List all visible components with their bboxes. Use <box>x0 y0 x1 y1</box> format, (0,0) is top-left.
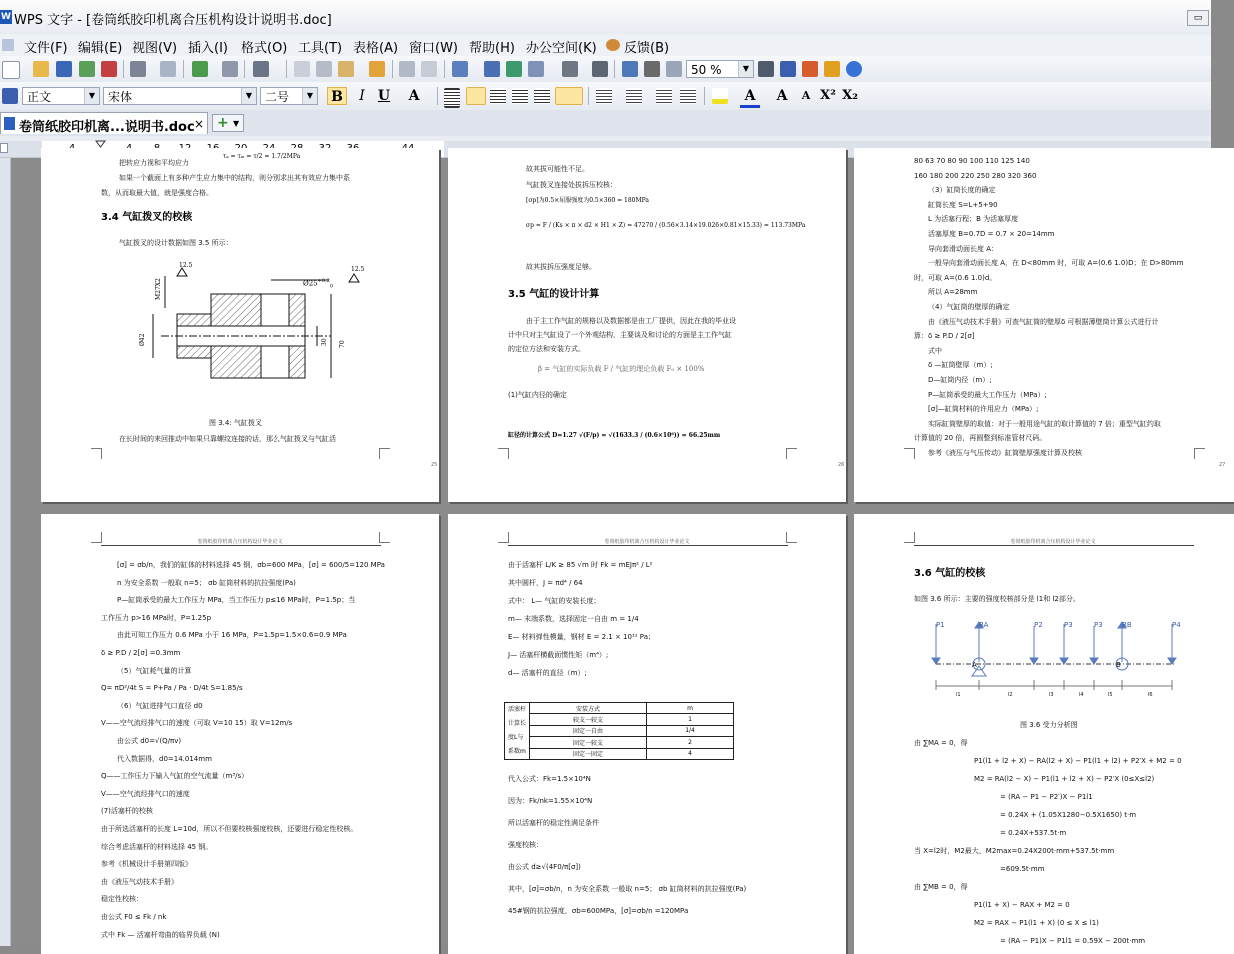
page-text-line: 由公式 F0 ≤ Fk / nk <box>101 913 167 921</box>
crop-mark <box>786 448 797 459</box>
running-header: 卷筒纸胶印机离合压机构设计毕业论文 <box>197 539 283 545</box>
chevron-down-icon: ▼ <box>738 61 753 77</box>
tab-stop-icon[interactable] <box>0 143 8 153</box>
undo-icon[interactable] <box>399 61 415 77</box>
font-size-value: 二号 <box>265 90 290 104</box>
support-node-label: A <box>972 661 977 669</box>
page-break-icon[interactable] <box>222 61 238 77</box>
section-heading: 3.4 气缸拨叉的校核 <box>101 212 193 223</box>
toolbar-separator <box>286 60 287 78</box>
page-text-line: 参考《液压与气压传动》缸筒壁厚强度计算及校核 <box>928 449 1082 457</box>
page-text-line: Q——工作压力下输入气缸的空气流量（m³/s） <box>101 772 249 781</box>
shrink-font-button[interactable]: A <box>801 89 811 102</box>
page-text-line: M2 = RA(l2 − X) − P1(l1 + l2 + X) − P2′X (0≤X≤l2) <box>974 775 1155 783</box>
segment-label: l5 <box>1108 692 1113 698</box>
running-header: 卷筒纸胶印机离合压机构设计毕业论文 <box>604 539 690 545</box>
table-header-cell: m <box>647 703 734 714</box>
chevron-down-icon: ▼ <box>241 88 256 104</box>
document-tab-bar <box>0 110 1211 137</box>
print-icon[interactable] <box>130 61 146 77</box>
document-menu-icon[interactable] <box>2 39 14 51</box>
paste-icon[interactable] <box>338 61 354 77</box>
columns-icon[interactable] <box>562 61 578 77</box>
crop-mark <box>379 448 390 459</box>
page-text-line: 导向套滑动面长度 A： <box>928 244 999 253</box>
new-document-icon[interactable] <box>2 61 20 79</box>
paragraph-marks-icon[interactable] <box>644 61 660 77</box>
page-text-line: P1(l1 + X) − RAX + M2 = 0 <box>974 901 1070 909</box>
page-text-line: d— 活塞杆的直径（m）; <box>508 669 587 677</box>
page-text-line: M2 = RAX − P1(l1 + X) (0 ≤ X ≤ l1) <box>974 919 1099 927</box>
help-icon[interactable] <box>846 61 862 77</box>
grow-font-button[interactable]: A <box>776 88 788 104</box>
page-text-line: 当 X=l2时，M2最大，M2max=0.24X200t·mm+537.5t·mm <box>914 847 1115 855</box>
page-text-line: [σ]—缸筒材料的许用应力（MPa）; <box>928 405 1039 414</box>
toolbar-separator <box>123 60 124 78</box>
page-text-line: L 为活塞行程；B 为活塞厚度 <box>928 215 1019 224</box>
increase-indent-icon[interactable] <box>680 88 696 104</box>
page-text-line: 式中 <box>928 346 942 355</box>
figure-caption: 图 3.4: 气缸拨叉 <box>209 419 262 427</box>
cylinder-fork-drawing <box>131 268 371 398</box>
menu-file[interactable]: 文件(F) <box>24 41 68 56</box>
page-30[interactable] <box>854 514 1234 954</box>
vertical-ruler[interactable] <box>0 158 11 946</box>
toolbar-separator <box>244 60 245 78</box>
export-pdf-icon[interactable] <box>101 61 117 77</box>
menu-feedback[interactable]: 反馈(B) <box>624 41 670 56</box>
page-text-line: P—缸筒承受的最大工作压力 MPa，当工作压力 p≤16 MPa时，P=1.5p；当 <box>117 596 356 605</box>
page-text-line: 的定位方法和安装方式。 <box>508 345 585 353</box>
toolbar-separator <box>704 87 705 105</box>
header-rule <box>101 545 381 546</box>
crop-mark <box>91 448 102 459</box>
segment-label: l3 <box>1049 692 1054 698</box>
page-number: 27 <box>1219 462 1226 468</box>
page-text-line: 参考《机械设计手册第四版》 <box>101 860 192 869</box>
italic-button[interactable]: I <box>359 88 365 104</box>
page-text-line: 由此可知工作压力 0.6 MPa 小于 16 MPa，P=1.5p=1.5×0.6=0.9 MPa <box>117 631 347 640</box>
numbering-icon[interactable] <box>596 88 612 104</box>
table-side-label: 活塞杆 计算长 度L与 系数m <box>505 703 530 760</box>
page-text-line: 故其拔拆压强度足够。 <box>526 263 596 271</box>
page-text-line: 其中，[σ]=σb/n，n 为安全系数 一般取 n=5； σb 缸筒材料的抗拉强度(Pa) <box>508 885 747 893</box>
force-label: RA <box>979 621 989 629</box>
header-rule <box>508 545 788 546</box>
page-text-line: 由公式 d0=√(Q/πv) <box>117 737 182 745</box>
cut-icon[interactable] <box>316 61 332 77</box>
menu-bar <box>0 34 1211 56</box>
menu-tools[interactable]: 工具(T) <box>298 41 343 56</box>
crop-mark <box>498 448 509 459</box>
page-number: 26 <box>838 462 845 468</box>
menu-insert[interactable]: 插入(I) <box>188 41 228 56</box>
allowable-stress-formula: [σp]为0.5×屈服强度为0.5×360 = 180MPa <box>526 197 649 204</box>
page-text-line: = (RA − P1 − P2′)X − P1l1 <box>1000 793 1093 801</box>
page-text-line: P1(l1 + l2 + X) − RA(l2 + X) − P1(l1 + l2) + P2′X + M2 = 0 <box>974 757 1182 765</box>
justify-icon[interactable] <box>512 88 528 104</box>
stress-formula: τₐ = τₘ = τ/2 = 1.7/2MPa <box>223 153 301 160</box>
page-text-line: = 0.24X + (1.05X1280−0.5X1650) t·m <box>1000 811 1137 819</box>
document-map-icon[interactable] <box>622 61 638 77</box>
page-text-line: 一般导向套滑动面长度 A，在 D<80mm 时，可取 A=(0.6 1.0)D；在 D>80mm <box>928 259 1184 268</box>
page-text-line: 稳定性校核： <box>101 895 143 904</box>
table-grid-icon[interactable] <box>528 61 544 77</box>
header-rule <box>914 545 1194 546</box>
page-text-line: 由《液压气动技术手册》可查气缸筒的壁厚δ 可根据薄壁筒计算公式进行计 <box>928 317 1159 326</box>
toolbar-separator <box>614 60 615 78</box>
page-text-line: 算：δ ≥ P.D / 2[σ] <box>914 332 975 341</box>
restore-window-button[interactable]: ▭ <box>1187 10 1209 26</box>
page-text-line: n 为安全系数 一般取 n=5； σb 缸筒材料的抗拉强度(Pa) <box>117 578 296 587</box>
menu-window[interactable]: 窗口(W) <box>409 41 458 56</box>
underline-button[interactable]: U <box>377 88 391 104</box>
style-icon[interactable] <box>2 88 18 104</box>
table-header-cell: 安装方式 <box>530 703 647 714</box>
chevron-down-icon: ▼ <box>84 88 99 104</box>
print-preview-icon[interactable] <box>160 61 176 77</box>
page-text-line: 由于所选活塞杆的长度 L=10d，所以不但要校核强度校核，还要进行稳定性校核。 <box>101 825 358 833</box>
force-diagram <box>924 614 1184 714</box>
dim-height: 70 <box>339 340 346 348</box>
doc-file-icon <box>4 117 15 130</box>
page-text-line: 强度校核： <box>508 841 543 849</box>
page-text-line: 代入数据得，d0=14.014mm <box>117 754 212 763</box>
text-direction-icon[interactable] <box>592 61 608 77</box>
toolbar-separator <box>392 60 393 78</box>
dim-roughness: 12.5 <box>179 262 193 269</box>
page-text-line: 因为：Fk/nk=1.55×10⁴N <box>508 797 593 805</box>
figure-caption: 图 3.6 受力分析图 <box>1020 721 1078 729</box>
zoom-value: 50 % <box>691 63 722 77</box>
title-bar <box>0 0 1211 35</box>
table-row: 固定一固定 4 <box>505 748 734 759</box>
crop-mark <box>1194 448 1205 459</box>
zoom-select[interactable] <box>686 60 754 78</box>
resources-icon[interactable] <box>824 61 840 77</box>
style-select[interactable] <box>22 87 100 105</box>
find-icon[interactable] <box>758 61 774 77</box>
doc-icon[interactable] <box>780 61 796 77</box>
copy-icon[interactable] <box>294 61 310 77</box>
highlight-icon[interactable] <box>712 88 728 104</box>
menu-help[interactable]: 帮助(H) <box>469 41 515 56</box>
force-label: RB <box>1122 621 1132 629</box>
save-as-icon[interactable] <box>79 61 95 77</box>
page-text-line: 计中只对主气缸设了一个外观结构，主要谈及和讨论的方面是主工作气缸 <box>508 331 732 339</box>
dim-thread: M27X2 <box>155 278 162 300</box>
page-text-line: 由于主工作气缸的规格以及数据都是由工厂提供，因此在我的毕业设 <box>526 317 736 325</box>
menu-edit[interactable]: 编辑(E) <box>78 41 123 56</box>
wps-app-icon: W <box>1 12 11 22</box>
page-text-line: 缸筒长度 S=L+5+90 <box>928 200 998 209</box>
page-text-line: 把转应力视和平均应力 <box>119 159 189 167</box>
document-workspace[interactable] <box>11 153 1226 946</box>
page-text-line: [σ] = σb/n，我们的缸体的材料选择 45 钢，σb=600 MPa，[σ] = 600/5=120 MPa <box>117 561 385 569</box>
page-text-line: 由公式 d≥√(4F0/π[σ]) <box>508 863 581 871</box>
font-select[interactable] <box>103 87 257 105</box>
force-label: P1 <box>936 621 945 629</box>
page-text-line: V——空气流经排气口的速度（可取 V=10 15）取 V=12m/s <box>101 719 293 728</box>
page-text-line: 综合考虑活塞杆的材料选择 45 钢。 <box>101 842 213 851</box>
dim-roughness: 12.5 <box>351 266 365 273</box>
page-27[interactable] <box>854 148 1234 502</box>
running-header: 卷筒纸胶印机离合压机构设计毕业论文 <box>1010 539 1096 545</box>
page-text-line: 由于活塞杆 L/K ≥ 85 √m 时 Fk = mEJπ² / L² <box>508 561 653 569</box>
page-text-line: δ —缸筒壁厚（m）; <box>928 361 993 370</box>
bore-formula: 缸径的计算公式 D=1.27 √(F/p) = √(1633.3 / (0.6×10⁶)) = 66.25mm <box>508 432 721 439</box>
toolbar-separator <box>437 87 438 105</box>
page-text-line: （3）缸筒长度的确定 <box>928 186 996 195</box>
page-text-line: 80 63 70 80 90 100 110 125 140 <box>914 157 1030 165</box>
dim-outer-diameter: Ø42 <box>139 333 146 346</box>
page-text-line: 工作压力 p>16 MPa时，P=1.25p <box>101 613 212 622</box>
open-folder-icon[interactable] <box>33 61 49 77</box>
segment-label: l1 <box>956 692 961 698</box>
window-title: WPS 文字 - [卷筒纸胶印机离合压机构设计说明书.doc] <box>14 13 332 28</box>
save-icon[interactable] <box>56 61 72 77</box>
menu-view[interactable]: 视图(V) <box>132 41 178 56</box>
traditional-chinese-icon[interactable] <box>253 61 269 77</box>
table-row: 固定一较支 2 <box>505 737 734 748</box>
page-text-line: = 0.24X+537.5t·m <box>1000 829 1067 837</box>
toolbar-separator <box>444 60 445 78</box>
align-right-icon[interactable] <box>490 88 506 104</box>
insert-hyperlink-icon[interactable] <box>506 61 522 77</box>
page-text-line: =609.5t·mm <box>1000 865 1045 873</box>
page-text-line: δ ≥ P.D / 2[σ] =0.3mm <box>101 649 181 657</box>
insert-formula-icon[interactable] <box>484 61 500 77</box>
force-label: P2 <box>1034 621 1043 629</box>
toolbar-separator <box>183 60 184 78</box>
page-text-line: 由 ∑MA = 0，得 <box>914 739 968 747</box>
page-text-line: 45#钢的抗拉强度，σb=600MPa，[σ]=σb/n =120MPa <box>508 907 689 915</box>
page-text-line: (1)气缸内径的确定 <box>508 391 567 399</box>
page-text-line: Q= πD²/4t S = P+Pa / Pa · D/4t S=1.85/s <box>101 684 243 693</box>
page-26[interactable] <box>448 148 846 502</box>
feedback-icon <box>606 39 620 51</box>
table-row: 较支一较支 1 <box>505 714 734 725</box>
crop-mark <box>379 532 390 543</box>
page-text-line: 如图 3.6 所示：主要的强度校核部分是 l1和 l2部分。 <box>914 595 1080 603</box>
page-text-line: V——空气流经排气口的速度 <box>101 789 190 798</box>
font-size-select[interactable] <box>260 87 318 105</box>
crop-mark <box>904 532 915 543</box>
coefficient-table <box>504 702 734 760</box>
page-text-line: 式中： L— 气缸的安装长度； <box>508 597 601 605</box>
page-text-line: J— 活塞杆横截面惯性矩（m⁴）; <box>508 651 609 659</box>
page-text-line: 在长时间的来回推动中如果只靠螺纹连接的话，那么气缸拨叉与气缸活 <box>119 435 336 443</box>
segment-label: l2 <box>1008 692 1013 698</box>
segment-label: l6 <box>1148 692 1153 698</box>
page-text-line: 所以活塞杆的稳定性满足条件 <box>508 819 599 827</box>
force-label: P3 <box>1064 621 1073 629</box>
crop-mark <box>498 532 509 543</box>
align-center-icon[interactable] <box>466 87 486 105</box>
force-label: P3 <box>1094 621 1103 629</box>
page-text-line: 式中 Fk — 活塞杆弯曲的临界负载 (N) <box>101 930 220 939</box>
format-painter-icon[interactable] <box>369 61 385 77</box>
page-text-line: m— 末端系数，选择固定一自由 m = 1/4 <box>508 615 639 623</box>
page-text-line: 实际缸筒壁厚的取值：对于一般用途气缸的取计算值的 7 倍；重型气缸约取 <box>928 419 1161 428</box>
add-icon: + <box>217 115 229 131</box>
crop-mark <box>91 532 102 543</box>
close-tab-icon[interactable]: × <box>194 117 205 131</box>
page-view-icon[interactable] <box>666 61 682 77</box>
insert-table-icon[interactable] <box>452 61 468 77</box>
page-text-line: 所以 A=28mm <box>928 288 978 297</box>
page-text-line: D—缸筒内径（m）; <box>928 376 992 384</box>
font-effects-button[interactable]: A <box>408 88 420 104</box>
segment-label: l4 <box>1079 692 1084 698</box>
page-text-line: （5）气缸耗气量的计算 <box>117 666 192 675</box>
page-text-line: 时，可取 A=(0.6 1.0)d。 <box>914 273 997 282</box>
page-text-line: P—缸筒承受的最大工作压力（MPa）; <box>928 390 1047 399</box>
page-text-line: (7)活塞杆的校核 <box>101 807 153 816</box>
page-25[interactable] <box>41 148 439 502</box>
page-text-line: 由 ∑MB = 0，得 <box>914 883 968 891</box>
support-node-label: B <box>1116 661 1121 669</box>
insert-object-icon[interactable] <box>192 61 208 77</box>
menu-office-space[interactable]: 办公空间(K) <box>526 41 597 56</box>
page-text-line: 故其拔可能性不足。 <box>526 165 589 173</box>
page-text-line: 气缸拨叉连接处拔拆压校核： <box>526 181 617 189</box>
force-label: P4 <box>1172 621 1181 629</box>
style-value: 正文 <box>27 90 52 104</box>
bold-button[interactable]: B <box>327 87 347 105</box>
standard-toolbar <box>0 56 1211 83</box>
page-text-line: 由《液压气动技术手册》 <box>101 877 178 886</box>
menu-format[interactable]: 格式(O) <box>241 41 288 56</box>
new-tab-button[interactable] <box>212 114 244 132</box>
crop-mark <box>904 448 915 459</box>
font-value: 宋体 <box>108 90 133 104</box>
subscript-button[interactable]: X₂ <box>842 88 858 103</box>
font-color-button[interactable]: A <box>740 87 760 108</box>
page-text-line: 代入公式：Fk=1.5×10⁴N <box>508 775 591 783</box>
chevron-down-icon: ▼ <box>233 119 240 128</box>
page-text-line: 气缸拨叉的设计数据如图 3.5 所示： <box>119 239 233 247</box>
page-text-line: 活塞厚度 B=0.7D = 0.7 × 20=14mm <box>928 230 1055 238</box>
page-text-line: E— 材料弹性模量，钢材 E = 2.1 × 10¹¹ Pa； <box>508 633 655 641</box>
compressive-stress-formula: σp = F / (Ks × π × d2 × H1 × Z) = 47270 / (0.56×3.14×19.026×0.81×15.33) = 113.73MPa <box>526 222 806 229</box>
page-text-line: （6）气缸进排气口直径 d0 <box>117 701 203 710</box>
crop-mark <box>786 532 797 543</box>
online-template-icon[interactable] <box>802 61 818 77</box>
load-ratio-formula: β = 气缸的实际负载 F / 气缸的理论负载 F₀ × 100% <box>538 365 705 373</box>
page-text-line: 160 180 200 220 250 280 320 360 <box>914 171 1037 180</box>
page-number: 25 <box>431 462 438 468</box>
page-text-line: 计算值的 20 倍，再圆整到标准管材尺码。 <box>914 434 1047 443</box>
document-tab[interactable] <box>0 112 208 134</box>
page-text-line: 数，从而取最大值，就是强度合格。 <box>101 189 213 197</box>
page-text-line: 其中圆杆，J = πd⁴ / 64 <box>508 579 583 587</box>
decrease-indent-icon[interactable] <box>656 88 672 104</box>
superscript-button[interactable]: X² <box>820 88 836 103</box>
line-spacing-icon[interactable] <box>555 87 583 105</box>
page-text-line: 如果一个截面上有多种产生应力集中的结构，则分别求出其有效应力集中系 <box>119 174 350 182</box>
bullets-icon[interactable] <box>626 88 642 104</box>
section-heading: 3.5 气缸的设计计算 <box>508 289 600 300</box>
dim-bore-diameter: $Ø25^{+0.2}_0$ <box>303 278 333 290</box>
page-29[interactable] <box>448 514 846 954</box>
table-row: 固定一自由 1/4 <box>505 725 734 736</box>
redo-icon[interactable] <box>421 61 437 77</box>
page-text-line: （4）气缸筒的壁厚的确定 <box>928 303 1010 311</box>
section-heading: 3.6 气缸的校核 <box>914 568 986 579</box>
page-28[interactable] <box>41 514 439 954</box>
menu-table[interactable]: 表格(A) <box>353 41 399 56</box>
page-text-line: = (RA − P1)X − P1l1 = 0.59X − 200t·mm <box>1000 937 1146 945</box>
toolbar-separator <box>588 87 589 105</box>
align-left-icon[interactable] <box>444 88 460 108</box>
document-tab-label: 卷筒纸胶印机离...说明书.doc <box>19 120 195 135</box>
chevron-down-icon: ▼ <box>302 88 317 104</box>
dim-inner-width: 30 <box>321 338 328 346</box>
distribute-icon[interactable] <box>534 88 550 104</box>
